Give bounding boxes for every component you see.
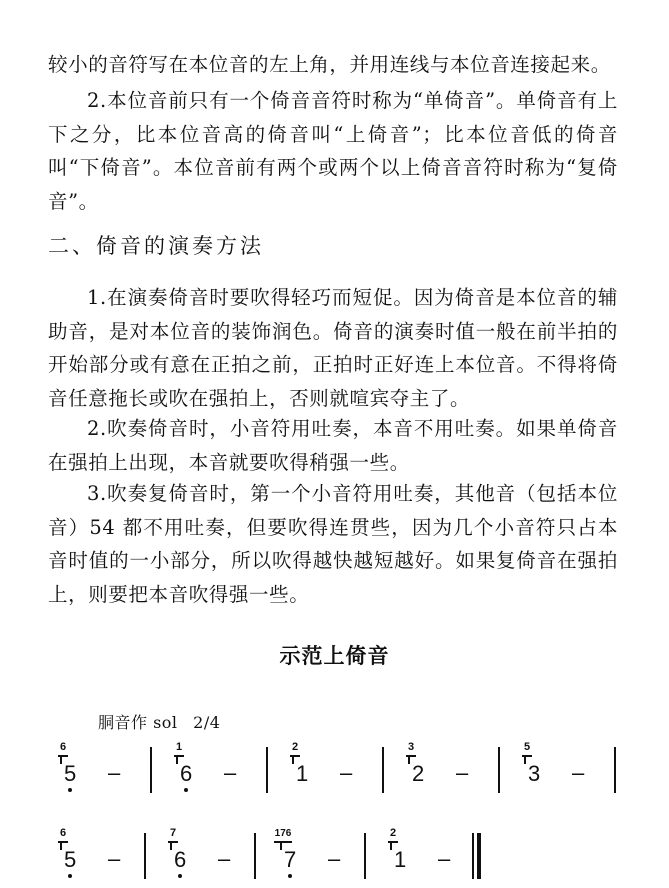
grace-note: 2 xyxy=(389,827,397,839)
paragraph-rule-2: 2.吹奏倚音时，小音符用吐奏，本音不用吐奏。如果单倚音在强拍上出现，本音就要吹得稍强一些。 xyxy=(48,417,618,474)
paragraph-continuation: 较小的音符写在本位音的左上角，并用连线与本位音连接起来。 xyxy=(48,53,611,76)
final-barline-thick xyxy=(477,833,481,879)
sustain-dash: – xyxy=(108,846,121,871)
score-meta xyxy=(98,710,230,733)
sustain-dash: – xyxy=(456,760,469,785)
barline xyxy=(254,833,256,879)
main-note: 1 xyxy=(296,761,309,786)
grace-tie xyxy=(60,756,62,764)
octave-dot-below xyxy=(68,788,72,792)
sustain-dash: – xyxy=(218,846,231,871)
score-row-1 xyxy=(46,742,626,802)
paragraph-rule-3: 3.吹奏复倚音时，第一个小音符用吐奏，其他音（包括本位音）54 都不用吐奏，但要吹得连贯些，因为几个小音符只占本音时值的一小部分，所以吹得越快越短越好。如果复倚音在强拍上，则要把本音吹得强一些。 xyxy=(48,482,618,606)
fingering-label: 胴音作 sol xyxy=(98,713,178,732)
main-note: 5 xyxy=(64,761,77,786)
barline xyxy=(498,747,500,793)
main-note: 7 xyxy=(284,847,297,872)
grace-tie xyxy=(524,756,526,764)
measure-1 xyxy=(46,742,106,802)
paragraph-single-appoggiatura: 2.本位音前只有一个倚音音符时称为“单倚音”。单倚音有上下之分，比本位音高的倚音叫“上倚音”；比本位音低的倚音叫“下倚音”。本位音前有两个或两个以上倚音音符时称为“复倚音”。 xyxy=(48,89,618,213)
paragraph-rule-1: 1.在演奏倚音时要吹得轻巧而短促。因为倚音是本位音的辅助音，是对本位音的装饰润色。倚音的演奏时值一般在前半拍的开始部分或有意在正拍之前，正拍时正好连上本位音。不得将倚音任意拖长或吹在强拍上，否则就喧宾夺主了。 xyxy=(48,286,618,410)
measure-3 xyxy=(278,742,338,802)
octave-dot-below xyxy=(184,788,188,792)
grace-note: 6 xyxy=(59,741,67,753)
main-note: 6 xyxy=(180,761,193,786)
barline xyxy=(150,747,152,793)
grace-beam xyxy=(274,841,292,843)
grace-tie xyxy=(280,842,282,850)
grace-tie xyxy=(292,756,294,764)
sustain-dash: – xyxy=(224,760,237,785)
barline xyxy=(364,833,366,879)
grace-tie xyxy=(60,842,62,850)
score-row-2 xyxy=(46,828,626,888)
measure-5 xyxy=(510,742,570,802)
grace-note: 1 xyxy=(175,741,183,753)
grace-tie xyxy=(170,842,172,850)
example-title: 示范上倚音 xyxy=(279,644,390,668)
barline xyxy=(266,747,268,793)
time-signature: 2/4 xyxy=(193,713,221,732)
measure-4 xyxy=(376,828,436,888)
octave-dot-below xyxy=(288,874,292,878)
section-heading: 二、倚音的演奏方法 xyxy=(48,234,264,258)
main-note: 1 xyxy=(394,847,407,872)
grace-tie xyxy=(390,842,392,850)
measure-2 xyxy=(156,828,216,888)
final-barline-thin xyxy=(472,833,474,879)
grace-note: 7 xyxy=(169,827,177,839)
sustain-dash: – xyxy=(438,846,451,871)
barline xyxy=(614,747,616,793)
grace-note: 176 xyxy=(274,828,292,839)
main-note: 6 xyxy=(174,847,187,872)
measure-2 xyxy=(162,742,222,802)
measure-3 xyxy=(266,828,326,888)
grace-note: 5 xyxy=(523,741,531,753)
barline xyxy=(144,833,146,879)
grace-note: 2 xyxy=(291,741,299,753)
grace-tie xyxy=(408,756,410,764)
grace-tie xyxy=(176,756,178,764)
measure-4 xyxy=(394,742,454,802)
sustain-dash: – xyxy=(108,760,121,785)
grace-note: 6 xyxy=(59,827,67,839)
barline xyxy=(382,747,384,793)
sustain-dash: – xyxy=(340,760,353,785)
octave-dot-below xyxy=(68,874,72,878)
main-note: 5 xyxy=(64,847,77,872)
main-note: 2 xyxy=(412,761,425,786)
octave-dot-below xyxy=(178,874,182,878)
sustain-dash: – xyxy=(572,760,585,785)
grace-note: 3 xyxy=(407,741,415,753)
sustain-dash: – xyxy=(328,846,341,871)
measure-1 xyxy=(46,828,106,888)
main-note: 3 xyxy=(528,761,541,786)
